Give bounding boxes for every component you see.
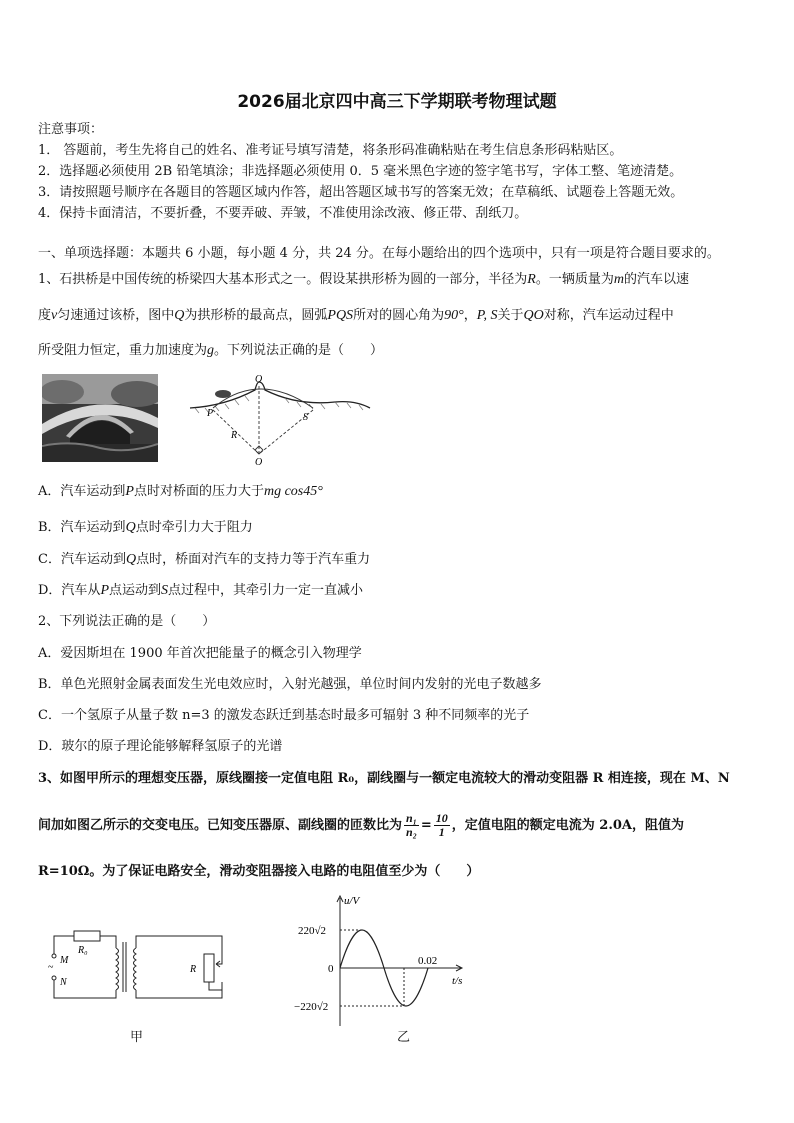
q2-option-d: D．玻尔的原子理论能够解释氢原子的光谱	[38, 739, 283, 754]
label-S: S	[303, 412, 308, 423]
exam-title: 2026届北京四中高三下学期联考物理试题	[237, 92, 557, 112]
notice-item: 2．选择题必须使用 2B 铅笔填涂；非选择题必须使用 0．5 毫米黑色字迹的签字笔书写，字体工整、笔迹清楚。	[38, 164, 683, 179]
q1-option-d: D．汽车从P点运动到S点过程中，其牵引力一定一直减小	[38, 583, 364, 598]
q1-stem-line1: 1、石拱桥是中国传统的桥梁四大基本形式之一。假设某拱形桥为圆的一部分，半径为R。一辆质量为m的汽车以速	[38, 272, 689, 287]
ac-source-symbol: ~	[48, 962, 54, 973]
q1-stem-line2: 度v匀速通过该桥，图中Q为拱形桥的最高点，圆弧PQS所对的圆心角为90°，P, S关于QO对称，汽车运动过程中	[38, 308, 674, 323]
q1-option-c: C．汽车运动到Q点时，桥面对汽车的支持力等于汽车重力	[38, 552, 371, 567]
q2-option-c: C．一个氢原子从量子数 n=3 的激发态跃迁到基态时最多可辐射 3 种不同频率的光子	[38, 708, 530, 723]
notice-item: 1． 答题前，考生先将自己的姓名、准考证号填写清楚，将条形码准确粘贴在考生信息条形码粘贴区。	[38, 143, 623, 158]
origin-label: 0	[328, 963, 334, 975]
q1-stem-line3: 所受阻力恒定，重力加速度为g。下列说法正确的是（ ）	[38, 343, 384, 358]
label-P: P	[207, 408, 214, 419]
q2-stem: 2、下列说法正确的是（ ）	[38, 614, 216, 629]
q3-stem-line1: 3、如图甲所示的理想变压器，原线圈接一定值电阻 R₀，副线圈与一额定电流较大的滑动变阻器 R 相连接，现在 M、N	[38, 771, 730, 786]
label-M: M	[60, 955, 69, 966]
turns-ratio-fraction: $\frac{\text{n₁}}{\text{n₂}}$	[406, 811, 417, 839]
q3-stem-line2: 间加如图乙所示的交变电压。已知变压器原、副线圈的匝数比为 $\frac{\text{n₁}}{\text{n₂}}$ = $\frac{10}{1}$ ，定值电阻的额定电流为 2.0A，阻值为	[38, 811, 685, 839]
y-max-label: 220√2	[298, 925, 327, 937]
label-R: R	[231, 430, 238, 441]
label-R0: R₀	[78, 945, 88, 956]
q2-option-a: A．爱因斯坦在 1900 年首次把能量子的概念引入物理学	[38, 646, 362, 661]
figure-caption-yi: 乙	[397, 1030, 411, 1045]
label-O-top: O	[255, 374, 263, 385]
q2-option-b: B．单色光照射金属表面发生光电效应时，入射光越强，单位时间内发射的光电子数越多	[38, 677, 542, 692]
y-min-label: −220√2	[294, 1001, 329, 1013]
ac-voltage-graph	[290, 890, 480, 1030]
label-N: N	[60, 977, 67, 988]
figure-caption-jia: 甲	[130, 1030, 144, 1045]
q1-option-b: B．汽车运动到Q点时牵引力大于阻力	[38, 520, 253, 535]
transformer-circuit-diagram	[44, 926, 244, 1006]
bridge-photo	[42, 374, 158, 462]
turns-ratio-value: $\frac{10}{1}$	[435, 811, 448, 839]
q3-stem-line3: R=10Ω。为了保证电路安全，滑动变阻器接入电路的电阻值至少为（ ）	[38, 864, 480, 879]
section-heading: 一、单项选择题：本题共 6 小题，每小题 4 分，共 24 分。在每小题给出的四个选项中，只有一项是符合题目要求的。	[38, 246, 720, 261]
period-label: 0.02	[418, 955, 438, 967]
x-axis-label: t/s	[452, 975, 463, 987]
notice-heading: 注意事项：	[38, 122, 104, 137]
y-axis-label: u/V	[344, 895, 360, 907]
notice-item: 3．请按照题号顺序在各题目的答题区域内作答，超出答题区域书写的答案无效；在草稿纸、试题卷上答题无效。	[38, 185, 684, 200]
q1-option-a: A．汽车运动到P点时对桥面的压力大于mg cos45°	[38, 484, 323, 499]
label-R: R	[190, 964, 197, 975]
notice-item: 4．保持卡面清洁，不要折叠，不要弄破、弄皱，不准使用涂改液、修正带、刮纸刀。	[38, 206, 528, 221]
arch-bridge-diagram	[185, 372, 375, 468]
label-O-bottom: O	[255, 457, 263, 468]
